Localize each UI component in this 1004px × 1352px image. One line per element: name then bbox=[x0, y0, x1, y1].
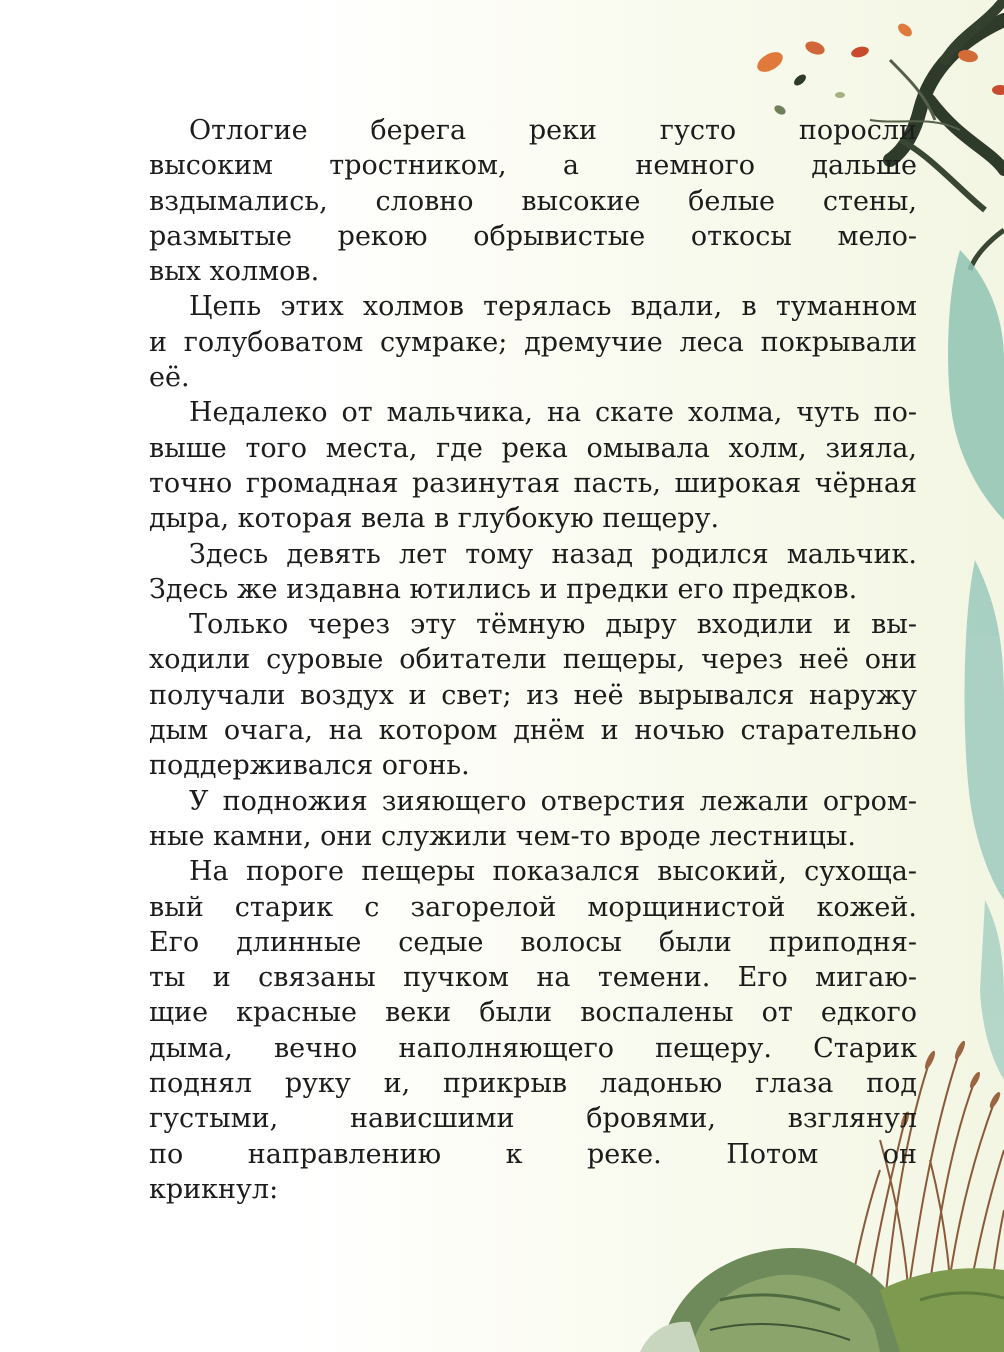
text-line: дыма, вечно наполняющего пещеру. Старик bbox=[149, 1032, 917, 1064]
text-line: крикнул: bbox=[149, 1173, 279, 1205]
text-line: щие красные веки были воспалены от едкого bbox=[149, 997, 917, 1029]
text-line: ные камни, они служили чем-то вроде лестницы. bbox=[149, 820, 856, 852]
text-line: густыми, нависшими бровями, взглянул bbox=[149, 1103, 917, 1135]
text-line: Здесь же издавна ютились и предки его предков. bbox=[149, 573, 858, 605]
text-line: У подножия зияющего отверстия лежали огром- bbox=[189, 785, 917, 817]
text-line: Только через эту тёмную дыру входили и вы- bbox=[189, 609, 917, 641]
text-line: вых холмов. bbox=[149, 256, 320, 288]
text-line: точно громадная разинутая пасть, широкая чёрная bbox=[149, 467, 917, 499]
page-text bbox=[149, 113, 917, 1207]
text-line: дыра, которая вела в глубокую пещеру. bbox=[149, 503, 720, 535]
text-line: дым очага, на котором днём и ночью старательно bbox=[149, 715, 917, 747]
text-line: и голубоватом сумраке; дремучие леса покрывали bbox=[149, 326, 917, 358]
teal-foliage bbox=[948, 250, 1004, 1080]
text-line: размытые рекою обрывистые откосы мело- bbox=[149, 220, 917, 252]
text-line: вздымались, словно высокие белые стены, bbox=[149, 185, 917, 217]
text-line: Его длинные седые волосы были приподня- bbox=[149, 926, 917, 958]
text-line: Цепь этих холмов терялась вдали, в туманном bbox=[189, 291, 917, 323]
text-line: На пороге пещеры показался высокий, сухоща- bbox=[189, 856, 917, 888]
text-line: её. bbox=[149, 362, 190, 394]
text-line: Здесь девять лет тому назад родился мальчик. bbox=[189, 538, 917, 570]
text-line: высоким тростником, а немного дальше bbox=[149, 150, 917, 182]
text-line: вый старик с загорелой морщинистой кожей. bbox=[149, 891, 917, 923]
text-line: поднял руку и, прикрыв ладонью глаза под bbox=[149, 1068, 917, 1100]
text-line: поддерживался огонь. bbox=[149, 750, 470, 782]
text-line: выше того места, где река омывала холм, зияла, bbox=[149, 432, 917, 464]
text-line: Недалеко от мальчика, на скате холма, чуть по- bbox=[189, 397, 917, 429]
text-line: ходили суровые обитатели пещеры, через неё они bbox=[149, 644, 917, 676]
text-line: Отлогие берега реки густо поросли bbox=[189, 115, 917, 146]
text-line: по направлению к реке. Потом он bbox=[149, 1138, 917, 1170]
text-line: ты и связаны пучком на темени. Его мигаю- bbox=[149, 962, 917, 994]
text-line: получали воздух и свет; из неё вырывался наружу bbox=[149, 679, 917, 711]
